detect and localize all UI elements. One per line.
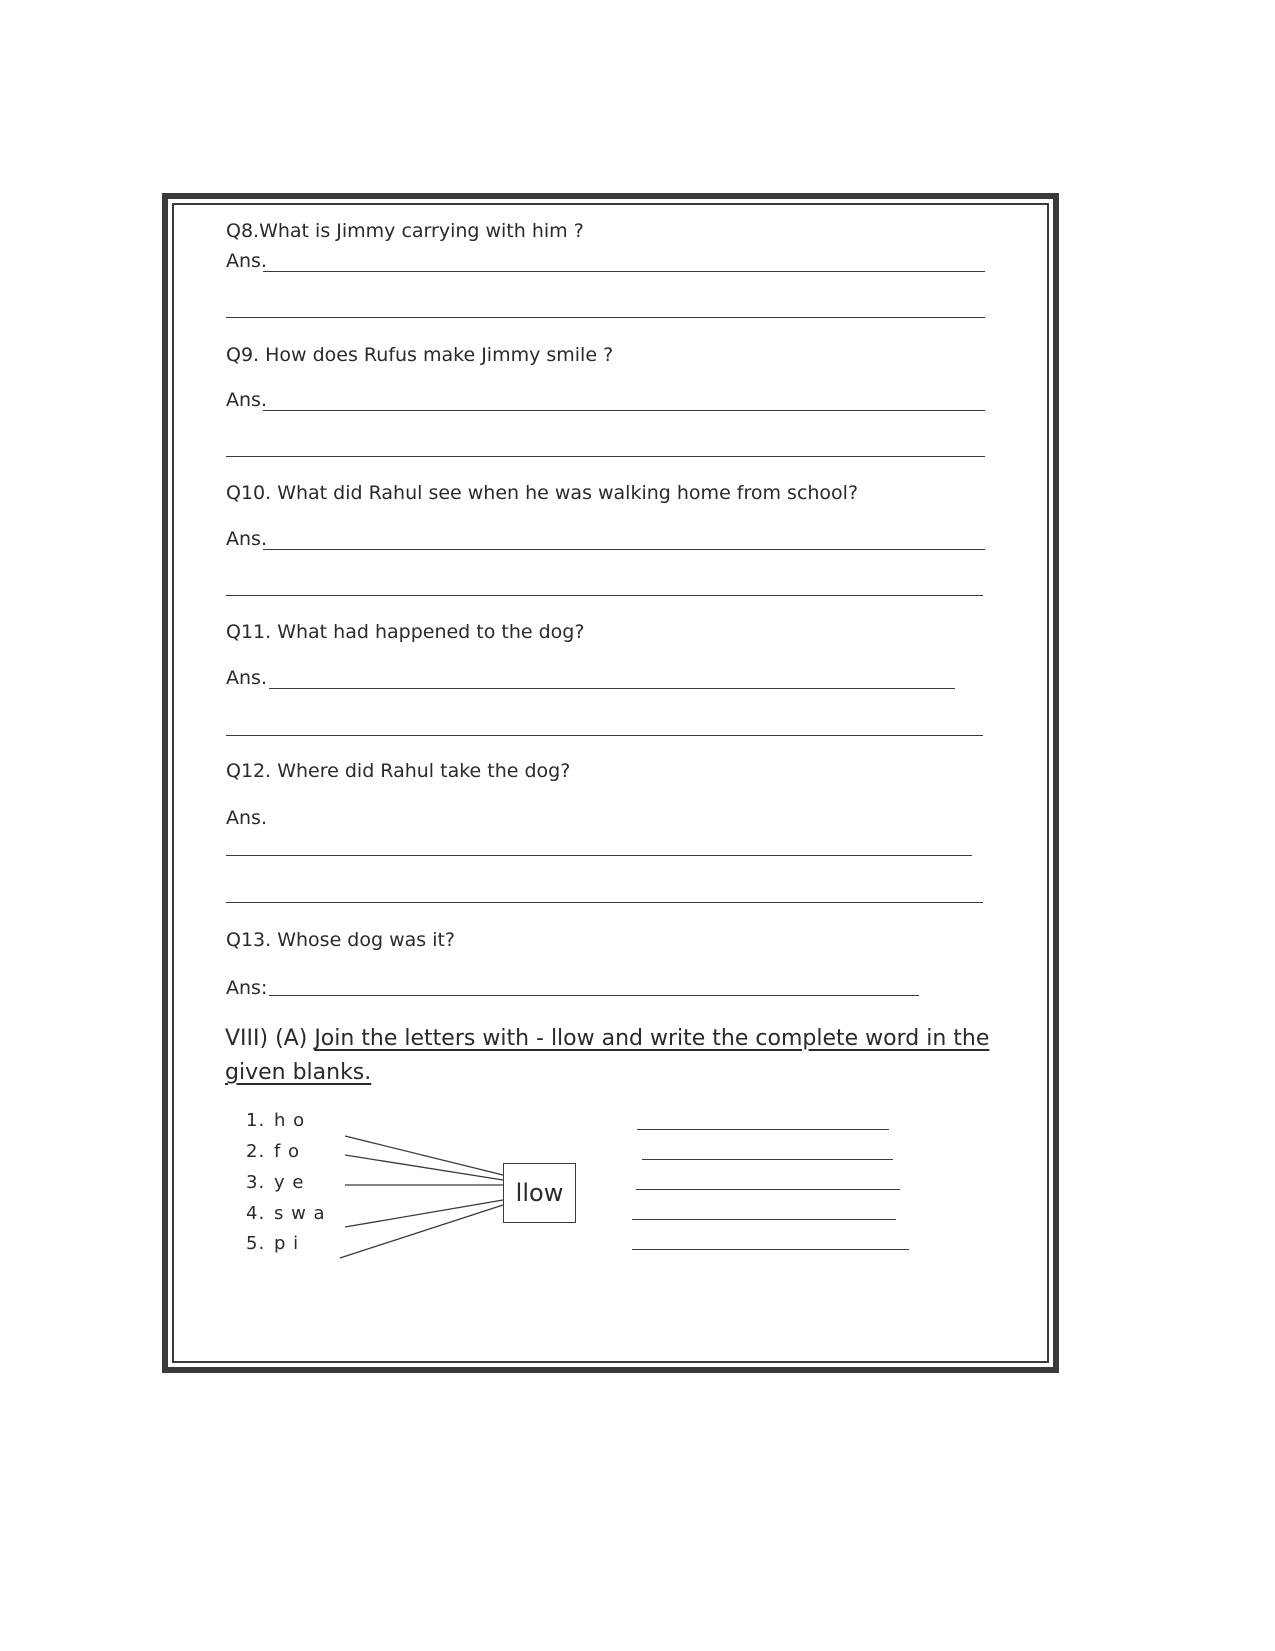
question-12: Q12. Where did Rahul take the dog? — [226, 760, 571, 782]
join-item: 3. y e — [246, 1172, 305, 1193]
join-item: 4. s w a — [246, 1203, 326, 1224]
connector-line — [345, 1200, 503, 1227]
connector-line — [345, 1136, 503, 1175]
question-11: Q11. What had happened to the dog? — [226, 621, 585, 643]
question-9: Q9. How does Rufus make Jimmy smile ? — [226, 344, 614, 366]
join-item: 2. f o — [246, 1141, 301, 1162]
question-8: Q8.What is Jimmy carrying with him ? — [226, 220, 584, 242]
answer-label-10: Ans. — [226, 528, 267, 550]
word-blank[interactable] — [636, 1189, 900, 1190]
question-10: Q10. What did Rahul see when he was walking home from school? — [226, 482, 859, 504]
question-13: Q13. Whose dog was it? — [226, 929, 456, 951]
section-prefix: VIII) (A) — [225, 1026, 315, 1051]
answer-label-12: Ans. — [226, 807, 267, 829]
word-blank[interactable] — [637, 1129, 889, 1130]
join-item: 5. p i — [246, 1233, 300, 1254]
answer-label-9: Ans. — [226, 389, 267, 411]
connector-line — [340, 1205, 503, 1258]
word-blank[interactable] — [642, 1159, 893, 1160]
join-item: 1. h o — [246, 1110, 306, 1131]
answer-label-13: Ans: — [226, 977, 268, 999]
word-blank[interactable] — [632, 1219, 896, 1220]
word-blank[interactable] — [632, 1249, 909, 1250]
answer-label-11: Ans. — [226, 667, 267, 689]
connector-line — [345, 1155, 503, 1180]
answer-label-8: Ans. — [226, 250, 267, 272]
section-instruction-text: Join the letters with - llow and write the complete word in the given blanks. — [225, 1026, 990, 1085]
llow-box: llow — [503, 1163, 576, 1223]
